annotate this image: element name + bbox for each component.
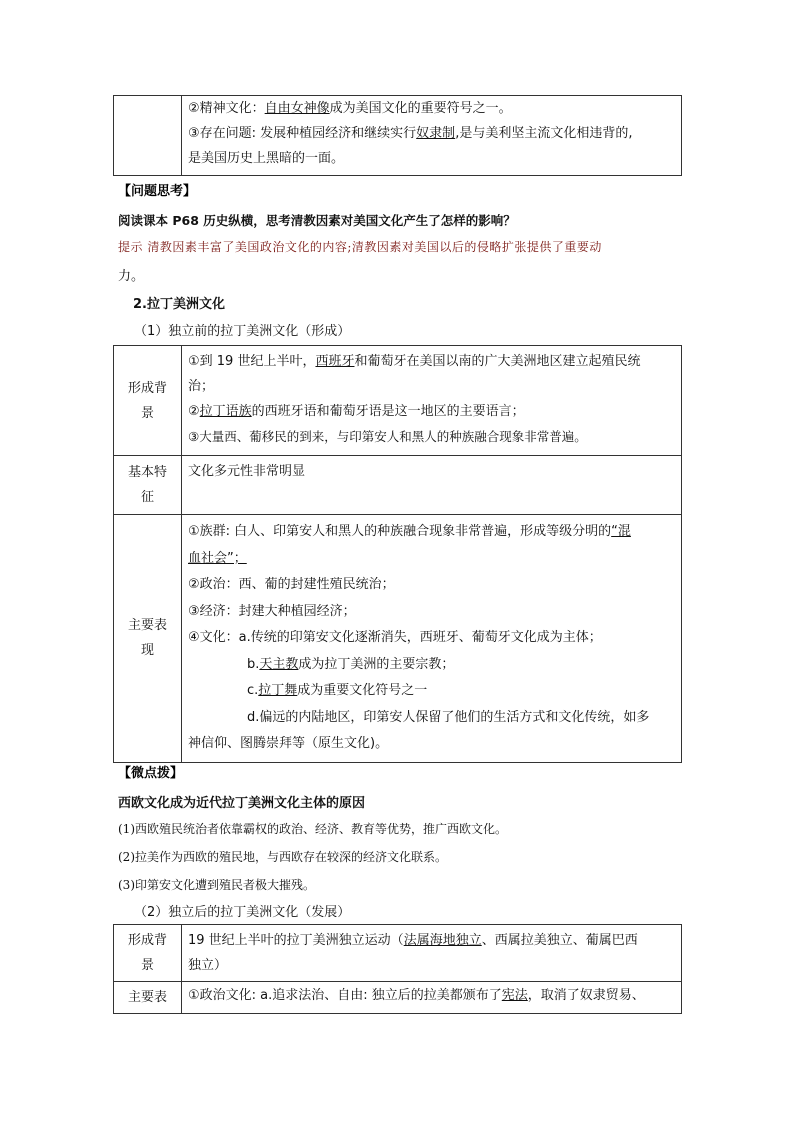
tip-heading: 【微点拨】 <box>118 766 184 781</box>
hint-line-1: 提示 清教因素丰富了美国政治文化的内容;清教因素对美国以后的侵略扩张提供了重要动 <box>118 240 602 254</box>
text-line <box>188 546 675 573</box>
text: 成为美国文化的重要符号之一。 <box>329 101 512 116</box>
text: ，取消了奴隶贸易、 <box>527 988 645 1003</box>
tip-item-3: (3)印第安文化遭到殖民者极大摧残。 <box>118 878 315 892</box>
underlined-term: 法属海地独立 <box>403 933 482 948</box>
text-line: ④文化：a.传统的印第安文化逐渐消失，西班牙、葡萄牙文化成为主体； <box>188 630 602 645</box>
label-text: 主要表 <box>127 618 167 634</box>
row-label <box>114 982 182 1014</box>
text-line <box>188 652 675 679</box>
table-row-background <box>114 925 682 982</box>
table-row-background <box>114 346 682 456</box>
content-cell <box>182 96 682 176</box>
text: ③存在问题: 发展种植园经济和继续实行 <box>188 126 417 141</box>
content-cell <box>182 925 682 982</box>
line-existing-problems <box>188 121 675 146</box>
underlined-term: 拉丁语族 <box>199 404 252 419</box>
label-text: 征 <box>140 490 154 505</box>
text: ,是与美利坚主流文化相违背的, <box>455 126 633 141</box>
text: ②精神文化： <box>188 101 265 116</box>
empty-label-cell <box>114 96 182 176</box>
label-text: 景 <box>140 405 154 421</box>
text-line: 文化多元性非常明显 <box>188 464 306 479</box>
table-row-manifestations <box>114 515 682 763</box>
text: 是美国历史上黑暗的一面。 <box>188 151 345 166</box>
content-cell <box>182 515 682 763</box>
text: 19 世纪上半叶的拉丁美洲独立运动（ <box>188 933 404 948</box>
label-text: 形成背 <box>127 933 167 948</box>
tip-item-1: (1)西欧殖民统治者依靠霸权的政治、经济、教育等优势，推广西欧文化。 <box>118 822 508 836</box>
underlined-term: 西班牙 <box>315 354 355 369</box>
text-line <box>188 349 675 374</box>
question-heading: 【问题思考】 <box>118 184 197 199</box>
usa-culture-table-continued <box>113 95 682 176</box>
underlined-term: 自由女神像 <box>264 101 330 116</box>
text-line: ②政治：西、葡的封建性殖民统治； <box>188 577 395 592</box>
text: ①族群: 白人、印第安人和黑人的种族融合现象非常普遍，形成等级分明的 <box>188 524 612 539</box>
subsection-2-title: （2）独立后的拉丁美洲文化（发展） <box>134 905 351 920</box>
text-line <box>188 983 675 1008</box>
text: 成为拉丁美洲的主要宗教； <box>298 656 455 672</box>
underlined-term: 血社会”； <box>188 550 247 566</box>
text-line: 治； <box>188 379 215 394</box>
underlined-term: 宪法 <box>501 988 528 1003</box>
content-cell <box>182 346 682 456</box>
line-dark-side <box>188 146 675 171</box>
question-text: 阅读课本 P68 历史纵横，思考清教因素对美国文化产生了怎样的影响？ <box>118 213 516 228</box>
content-cell <box>182 456 682 515</box>
text-line: 独立） <box>188 958 228 973</box>
text: 、西属拉美独立、葡属巴西 <box>481 933 638 948</box>
latin-america-post-independence-table <box>113 924 682 1014</box>
text-line: d.偏远的内陆地区，印第安人保留了他们的生活方式和文化传统，如多 <box>247 709 650 725</box>
hint-line-2: 力。 <box>118 269 145 284</box>
subsection-1-title: （1）独立前的拉丁美洲文化（形成） <box>134 324 351 339</box>
label-text: 主要表 <box>127 990 167 1005</box>
text-line: ③大量西、葡移民的到来，与印第安人和黑人的种族融合现象非常普遍。 <box>188 429 587 444</box>
text-line <box>188 928 675 953</box>
text-line <box>188 519 675 546</box>
label-text: 景 <box>140 958 154 973</box>
text: b. <box>247 656 260 672</box>
text: ② <box>188 404 200 419</box>
underlined-term: 拉丁舞 <box>258 683 298 698</box>
underlined-term: “混 <box>611 524 631 539</box>
content-cell <box>182 982 682 1014</box>
text: 成为重要文化符号之一 <box>297 683 428 698</box>
label-text: 基本特 <box>127 465 167 480</box>
text: ①到 19 世纪上半叶， <box>188 354 316 369</box>
label-text: 形成背 <box>127 380 167 396</box>
table-row-features <box>114 456 682 515</box>
row-label <box>114 925 182 982</box>
text: 的西班牙语和葡萄牙语是这一地区的主要语言； <box>251 404 525 419</box>
text: 和葡萄牙在美国以南的广大美洲地区建立起殖民统 <box>354 354 641 369</box>
section-2-title: 2.拉丁美洲文化 <box>133 297 225 312</box>
row-label <box>114 346 182 456</box>
latin-america-pre-independence-table <box>113 345 682 763</box>
text: ①政治文化: a.追求法治、自由: 独立后的拉美都颁布了 <box>188 988 502 1003</box>
underlined-term: 奴隶制 <box>416 126 456 141</box>
tip-item-2: (2)拉美作为西欧的殖民地，与西欧存在较深的经济文化联系。 <box>118 850 448 864</box>
text-line <box>188 399 675 424</box>
table-row-manifestations <box>114 982 682 1014</box>
text-line: ③经济：封建大种植园经济； <box>188 603 356 619</box>
label-text: 现 <box>140 643 154 659</box>
text-line <box>188 678 675 705</box>
underlined-term: 天主教 <box>259 656 299 672</box>
text-line: 神信仰、图腾崇拜等（原生文化)。 <box>188 736 389 751</box>
row-label <box>114 456 182 515</box>
line-spiritual-culture <box>188 96 675 121</box>
tip-title: 西欧文化成为近代拉丁美洲文化主体的原因 <box>118 796 366 811</box>
row-label <box>114 515 182 763</box>
text: c. <box>247 683 259 698</box>
